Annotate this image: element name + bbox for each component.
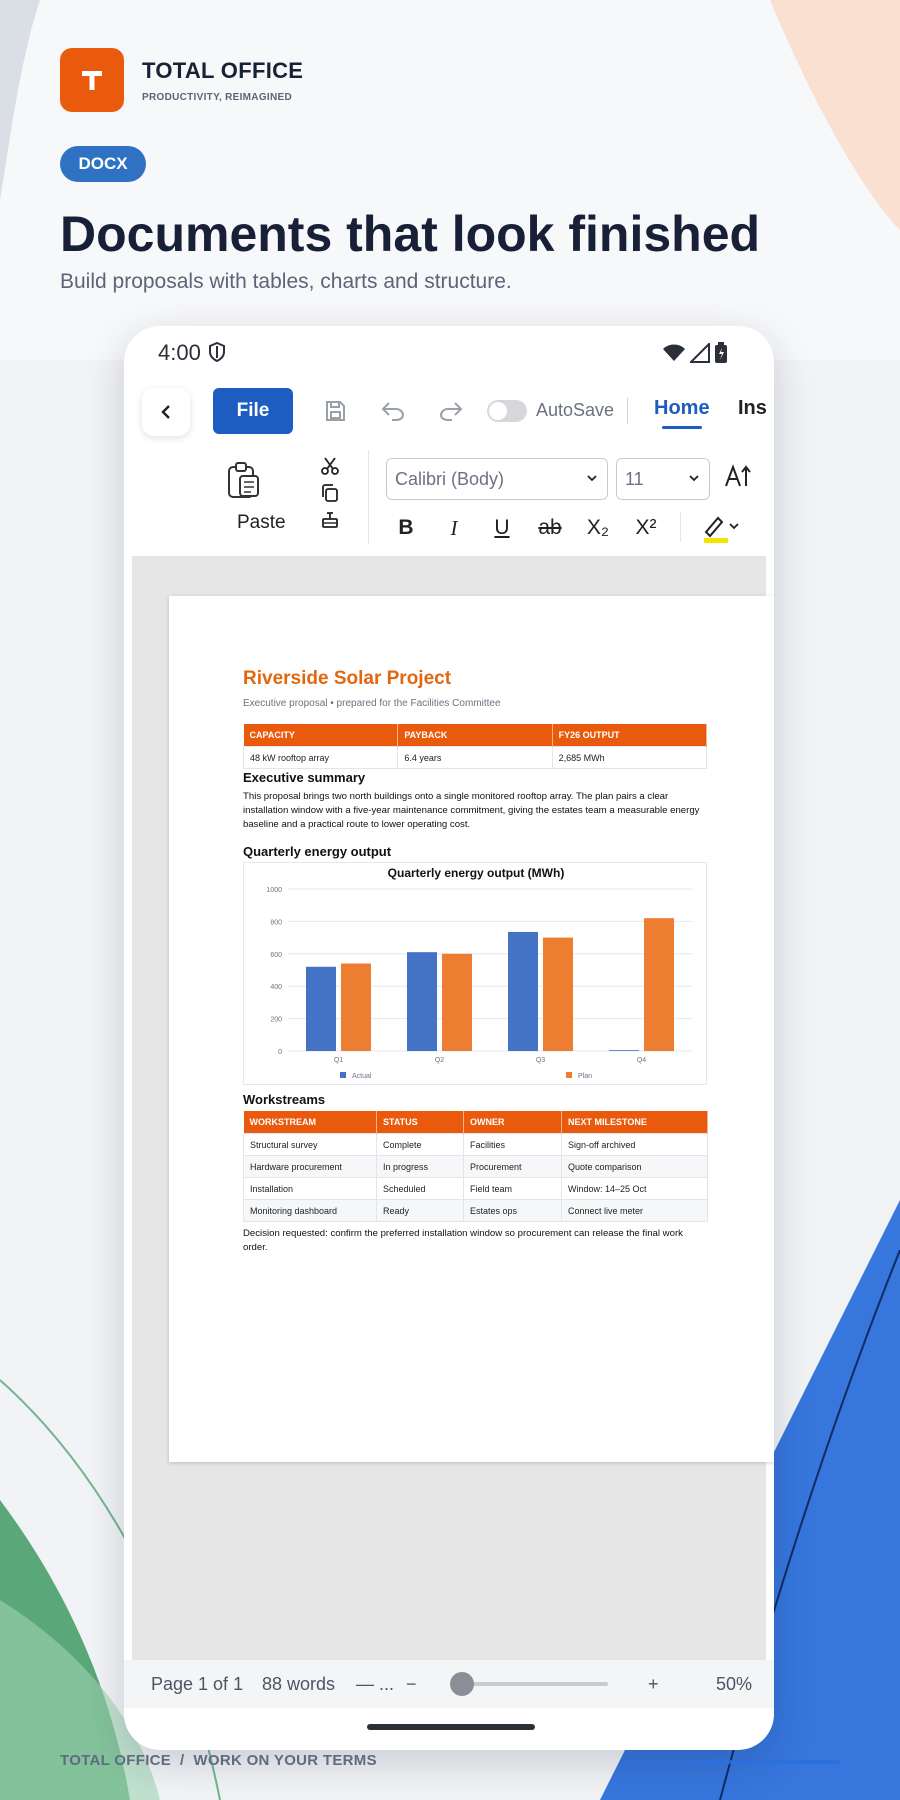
save-button[interactable] [320,396,350,426]
copy-button[interactable] [318,481,342,505]
copy-icon [320,483,340,503]
table-header: NEXT MILESTONE [562,1111,708,1134]
ribbon [124,446,774,556]
bold-button[interactable]: B [398,516,414,539]
workstreams-heading: Workstreams [243,1092,326,1107]
table-cell: Complete [377,1134,464,1156]
active-tab-indicator [662,426,702,429]
y-tick-label: 200 [270,1016,282,1024]
brand-tagline: PRODUCTIVITY, REIMAGINED [142,91,292,103]
table-cell: Connect live meter [562,1200,708,1222]
brand-name: TOTAL OFFICE [142,57,304,83]
bar-plan-q3 [543,938,573,1051]
logo-t-icon [77,65,107,95]
table-cell: Ready [377,1200,464,1222]
y-tick-label: 1000 [266,887,282,894]
table-header: WORKSTREAM [244,1111,377,1134]
table-cell: Scheduled [377,1178,464,1200]
table-cell: Facilities [464,1134,562,1156]
y-tick-label: 800 [270,919,282,927]
scissors-icon [320,456,340,476]
footer-accent-line [690,1760,840,1764]
zoom-level: 50% [716,1674,753,1694]
grow-font-icon [724,464,752,488]
back-button[interactable] [142,388,190,436]
file-button[interactable]: File [213,388,293,434]
tab-insert[interactable]: Ins [738,397,767,419]
strikethrough-button[interactable]: ab [538,516,562,539]
underline-button[interactable]: U [494,516,510,539]
bar-plan-q4 [644,918,674,1051]
headline: Documents that look finished [60,206,761,262]
closing-text: Decision requested: confirm the preferred installation window so procurement can release the final work order. [243,1228,683,1253]
toolbar [124,380,774,446]
format-painter-button[interactable] [318,508,342,532]
chevron-down-icon [585,471,599,485]
word-count[interactable]: 88 words [262,1674,336,1694]
bar-actual-q4 [609,1050,639,1051]
chart-title: Quarterly energy output (MWh) [387,866,565,880]
table-row [244,747,707,769]
legend-swatch-actual [340,1072,346,1078]
view-more-button[interactable]: — ... [356,1674,395,1694]
save-icon [323,399,347,423]
superscript-button[interactable]: X² [635,516,657,539]
table-header: OWNER [464,1111,562,1134]
highlighter-icon [700,512,740,544]
font-family-value: Calibri (Body) [395,469,505,489]
cut-button[interactable] [318,454,342,478]
table-header: CAPACITY [244,724,398,747]
undo-icon [380,400,406,422]
x-tick-label: Q4 [636,1057,647,1064]
table-cell: Field team [464,1178,562,1200]
footer-text: TOTAL OFFICE / WORK ON YOUR TERMS [60,1752,377,1769]
paste-icon[interactable] [226,462,260,500]
signal-icon [690,343,710,363]
legend-label-actual: Actual [352,1073,372,1080]
bar-actual-q2 [407,952,437,1051]
status-footer [124,1660,774,1708]
status-time: 4:00 [158,340,201,365]
document-page[interactable] [169,596,774,1462]
bar-actual-q1 [306,967,336,1051]
table-header: STATUS [377,1111,464,1134]
status-bar [124,326,774,380]
table-cell: 2,685 MWh [552,747,706,769]
doc-subtitle: Executive proposal • prepared for the Facilities Committee [243,698,501,709]
workstreams-table [243,1111,708,1222]
y-tick-label: 400 [270,984,282,992]
toolbar-divider [627,398,628,424]
kpi-table [243,724,707,769]
font-family-select[interactable] [386,458,608,500]
table-cell: Monitoring dashboard [244,1200,377,1222]
table-row [244,1178,708,1200]
autosave-label: AutoSave [536,400,615,420]
grow-font-button[interactable] [724,464,752,494]
table-cell: Procurement [464,1156,562,1178]
table-cell: Installation [244,1178,377,1200]
x-tick-label: Q1 [333,1057,344,1064]
y-tick-label: 0 [278,1049,282,1056]
back-icon [159,403,173,421]
bar-plan-q2 [442,954,472,1051]
table-cell: Sign-off archived [562,1134,708,1156]
x-tick-label: Q3 [535,1057,546,1064]
font-size-select[interactable] [616,458,710,500]
ribbon-divider [368,450,369,544]
zoom-slider[interactable] [458,1682,608,1686]
redo-button[interactable] [436,396,466,426]
home-indicator [367,1724,535,1730]
chart-svg [244,863,708,1086]
zoom-out-button[interactable]: − [406,1674,417,1694]
table-header: PAYBACK [398,724,552,747]
autosave-toggle[interactable] [487,400,527,422]
redo-icon [438,400,464,422]
page-info: Page 1 of 1 [151,1674,244,1694]
zoom-slider-handle[interactable] [450,1672,474,1696]
summary-heading: Executive summary [243,770,366,785]
highlight-button[interactable] [696,510,744,546]
chevron-down-icon [687,471,701,485]
paste-label: Paste [237,512,286,533]
tab-home[interactable]: Home [654,397,710,419]
subheadline: Build proposals with tables, charts and structure. [60,270,512,293]
table-cell: 6.4 years [398,747,552,769]
legend-label-plan: Plan [578,1073,593,1080]
document-canvas[interactable] [132,556,766,1660]
table-cell: Structural survey [244,1134,377,1156]
logo [60,48,124,112]
bar-plan-q1 [341,964,371,1051]
table-header: FY26 OUTPUT [552,724,706,747]
ribbon-divider [680,512,681,542]
brand [60,48,303,112]
table-cell: Window: 14–25 Oct [562,1178,708,1200]
doc-title: Riverside Solar Project [243,668,452,689]
table-cell: Estates ops [464,1200,562,1222]
table-row [244,1156,708,1178]
table-cell: In progress [377,1156,464,1178]
bar-actual-q3 [508,932,538,1051]
table-row [244,1134,708,1156]
table-row [244,1200,708,1222]
subscript-button[interactable]: X₂ [586,516,610,539]
summary-text: This proposal brings two north buildings onto a single monitored rooftop array. The plan pairs a clear installation window with a five-year maintenance commitment, giving the estates team a measurable energy baseline and a practical route to lower operating cost. [243,791,700,830]
y-tick-label: 600 [270,951,282,959]
table-cell: Hardware procurement [244,1156,377,1178]
wifi-icon [662,343,686,363]
table-cell: 48 kW rooftop array [244,747,398,769]
zoom-in-button[interactable]: + [648,1674,659,1694]
energy-chart [243,862,707,1085]
table-cell: Quote comparison [562,1156,708,1178]
legend-swatch-plan [566,1072,572,1078]
format-badge: DOCX [60,146,146,182]
chart-heading: Quarterly energy output [243,844,392,859]
phone-frame [124,326,774,1750]
font-size-value: 11 [625,469,644,489]
shield-icon [208,342,226,362]
undo-button[interactable] [378,396,408,426]
format-painter-icon [320,510,340,530]
x-tick-label: Q2 [434,1057,445,1064]
battery-icon [714,342,728,364]
italic-button[interactable]: I [450,515,458,540]
